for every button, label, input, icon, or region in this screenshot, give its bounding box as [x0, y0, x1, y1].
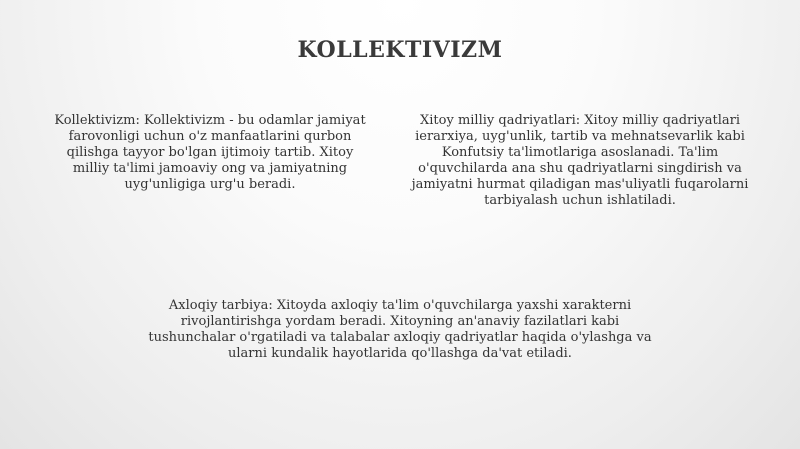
- paragraph-moral-education: Axloqiy tarbiya: Xitoyda axloqiy ta'lim o'quvchilarga yaxshi xarakterni rivojlantirishga yordam beradi. Xitoyning an'anaviy fazilatlari kabi tushunchalar o'rgatiladi va talabalar axloqiy qadriyatlar haqida o'ylashga va ularni kundalik hayotlarida qo'llashga da'vat etiladi.: [148, 298, 652, 361]
- paragraph-national-values: Xitoy milliy qadriyatlari: Xitoy milliy qadriyatlari ierarxiya, uyg'unlik, tartib va mehnatsevarlik kabi Konfutsiy ta'limotlariga asoslanadi. Ta'lim o'quvchilarda ana shu qadriyatlarni singdirish va jamiyatni hurmat qiladigan mas'uliyatli fuqarolarni tarbiyalash uchun ishlatiladi.: [411, 113, 749, 208]
- slide-title: KOLLEKTIVIZM: [297, 37, 503, 63]
- paragraph-collectivism: Kollektivizm: Kollektivizm - bu odamlar jamiyat farovonligi uchun o'z manfaatlarini qurbon qilishga tayyor bo'lgan ijtimoiy tartib. Xitoy milliy ta'limi jamoaviy ong va jamiyatning uyg'unligiga urg'u beradi.: [54, 113, 366, 192]
